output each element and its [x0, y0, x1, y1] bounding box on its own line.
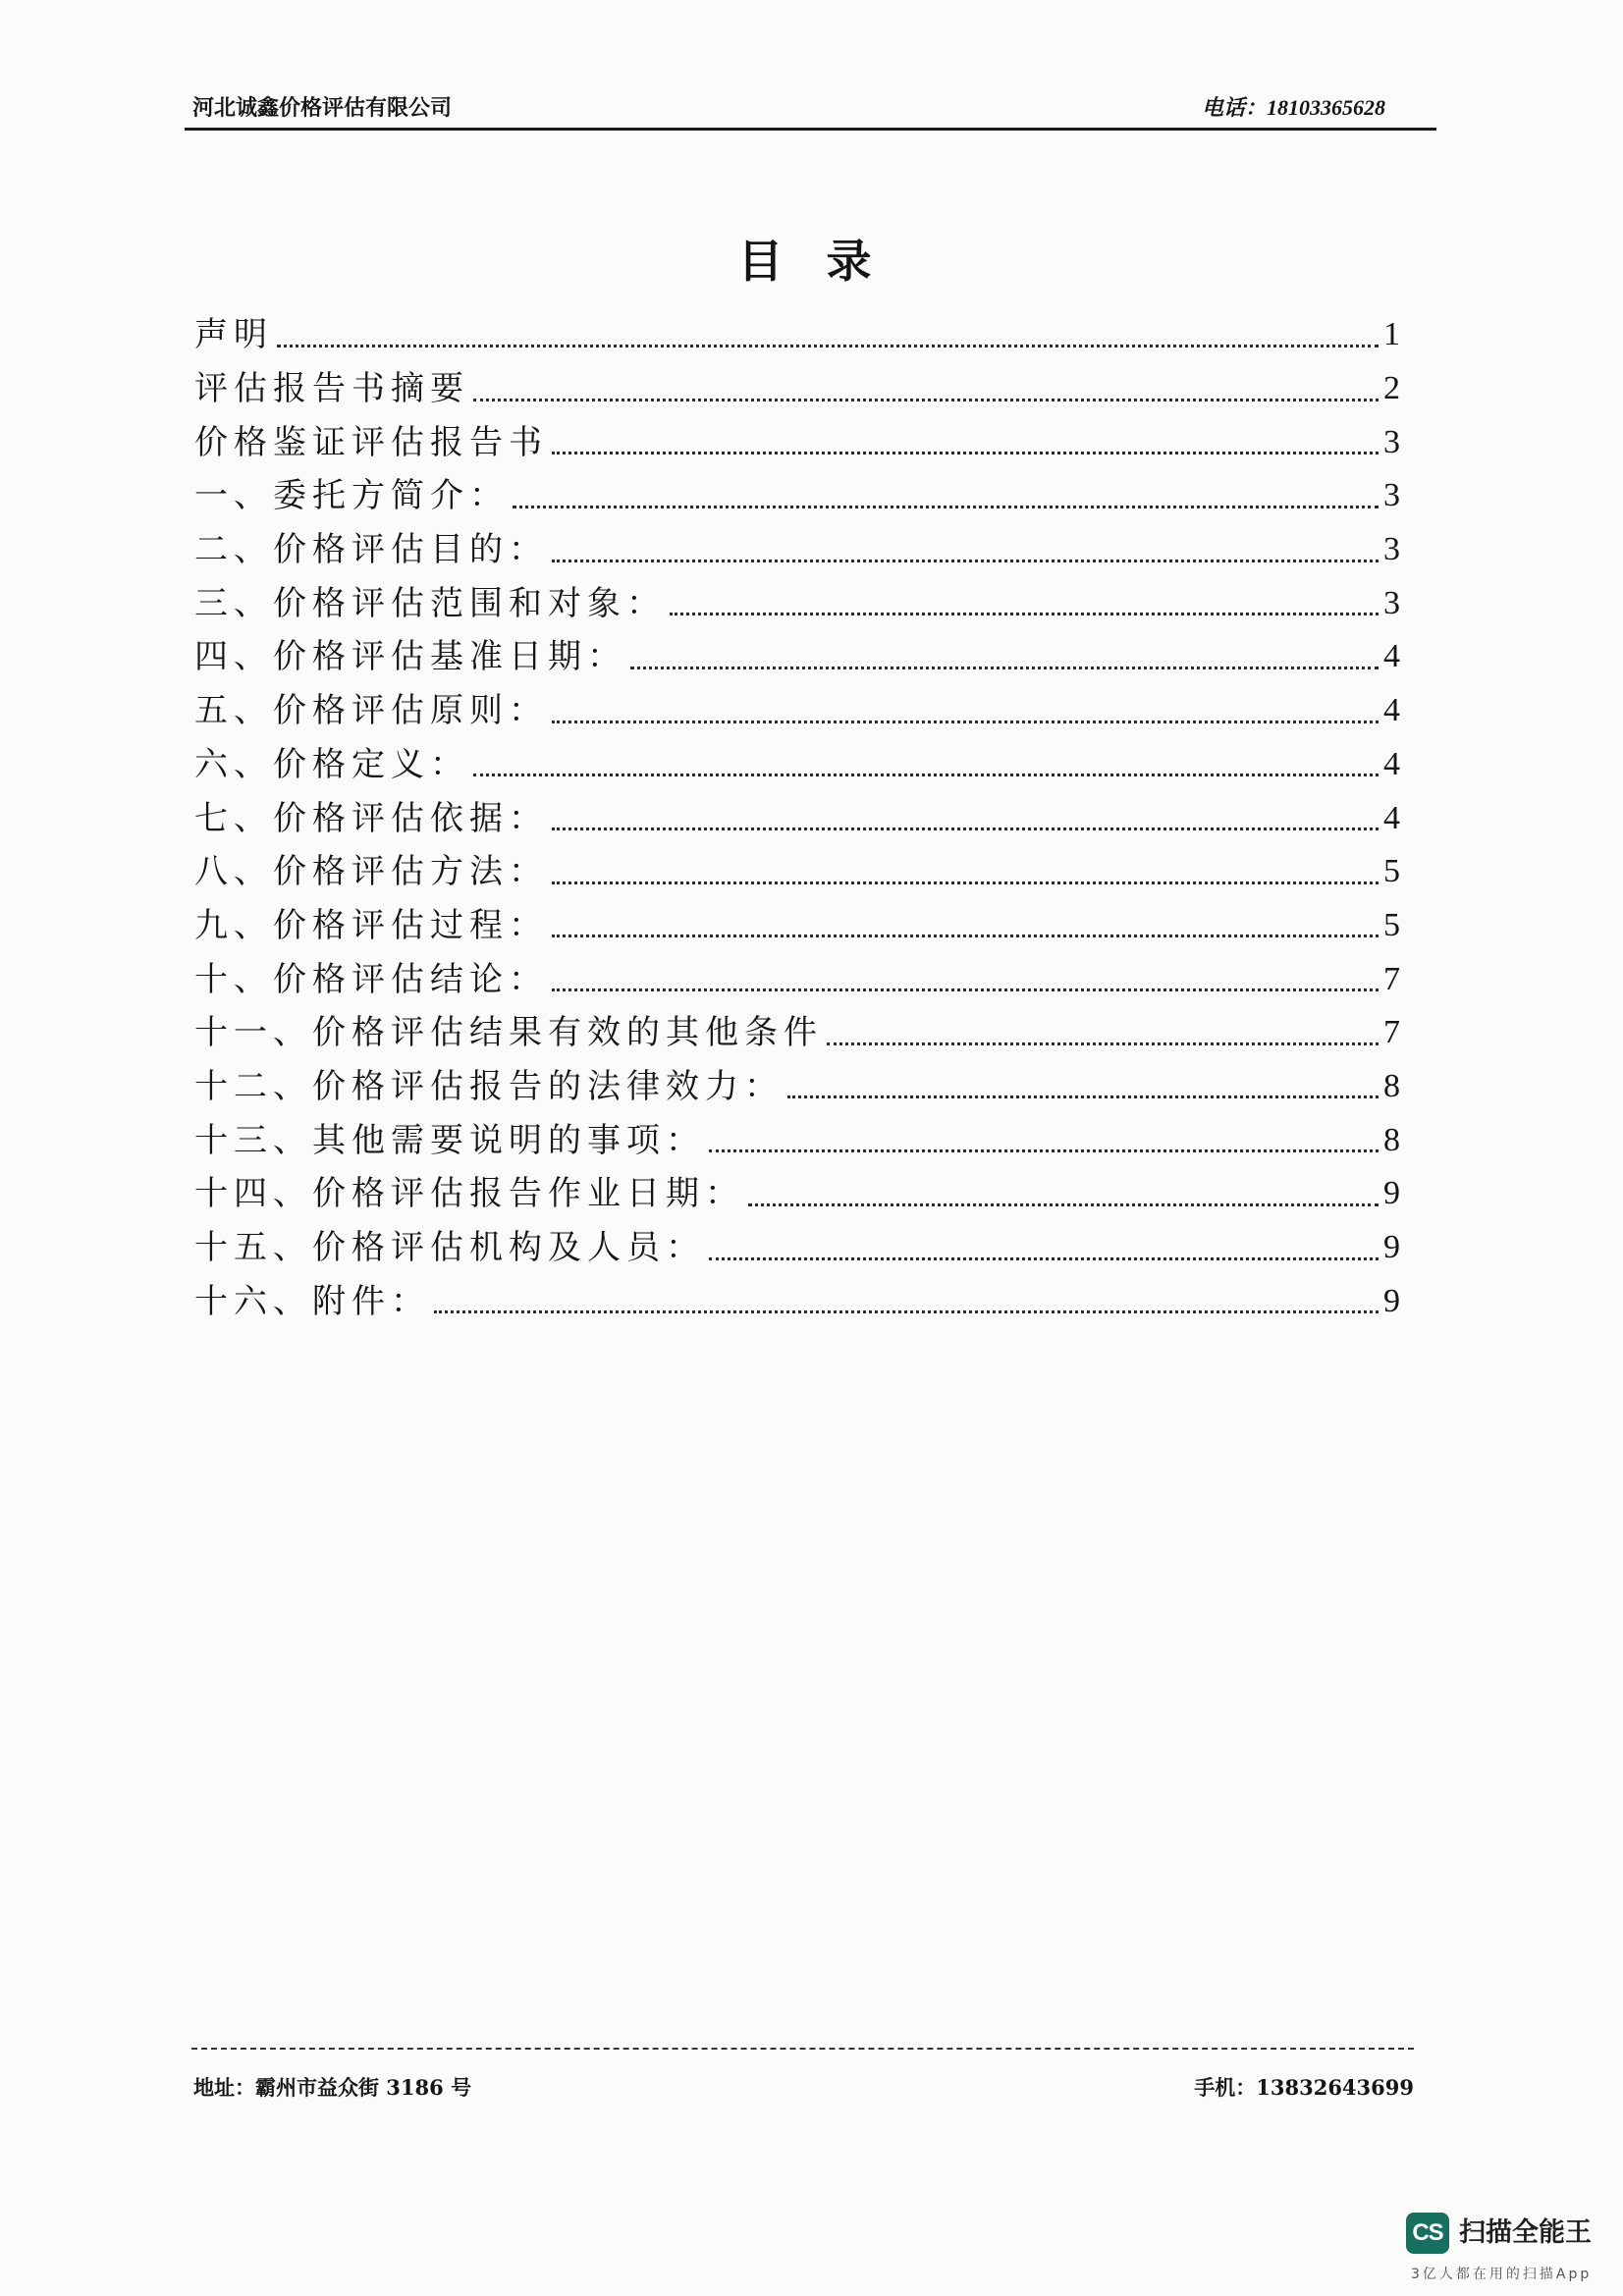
- toc-entry: [194, 415, 1400, 469]
- toc-entry-page-number: 7: [1383, 960, 1400, 997]
- toc-leader-dots: [630, 667, 1379, 669]
- toc-entry-page-number: 5: [1383, 906, 1400, 943]
- toc-entry-page-number: 4: [1383, 799, 1400, 836]
- toc-entry: [194, 1167, 1400, 1221]
- toc-entry: [194, 1113, 1400, 1167]
- toc-leader-dots: [434, 1310, 1379, 1313]
- table-of-contents: [194, 308, 1400, 1328]
- toc-entry: [194, 308, 1400, 362]
- toc-entry-label: 十一、价格评估结果有效的其他条件: [194, 1013, 823, 1053]
- toc-entry-page-number: 3: [1383, 423, 1400, 460]
- toc-leader-dots: [552, 881, 1379, 884]
- toc-entry: [194, 362, 1400, 416]
- toc-entry-label: 声明: [194, 315, 273, 355]
- toc-leader-dots: [513, 506, 1379, 508]
- toc-entry-label: 七、价格评估依据：: [194, 798, 548, 838]
- company-name: 河北诚鑫价格评估有限公司: [192, 95, 453, 121]
- camscanner-logo-icon: CS: [1406, 2213, 1449, 2254]
- toc-entry-label: 五、价格评估原则：: [194, 691, 548, 731]
- toc-leader-dots: [473, 774, 1379, 776]
- toc-entry-label: 十四、价格评估报告作业日期：: [194, 1174, 744, 1214]
- footer-address: 地址：霸州市益众街 3186 号: [193, 2075, 472, 2100]
- toc-entry-label: 一、委托方简介：: [194, 476, 509, 516]
- toc-entry: [194, 899, 1400, 953]
- toc-entry: [194, 523, 1400, 577]
- toc-entry-label: 九、价格评估过程：: [194, 905, 548, 945]
- toc-entry: [194, 1274, 1400, 1328]
- page-header: [185, 88, 1436, 131]
- watermark-app-name: 扫描全能王: [1459, 2217, 1592, 2248]
- toc-entry: [194, 576, 1400, 630]
- toc-entry-label: 十五、价格评估机构及人员：: [194, 1228, 705, 1268]
- toc-entry: [194, 952, 1400, 1006]
- toc-leader-dots: [473, 399, 1379, 401]
- toc-entry-page-number: 3: [1383, 477, 1400, 514]
- watermark-tagline: 3亿人都在用的扫描App: [1411, 2267, 1593, 2282]
- page-title: 目 录: [737, 235, 886, 288]
- toc-leader-dots: [552, 934, 1379, 937]
- toc-entry-page-number: 3: [1383, 584, 1400, 621]
- toc-entry: [194, 738, 1400, 792]
- toc-entry-page-number: 5: [1383, 853, 1400, 890]
- toc-entry-label: 十六、附件：: [194, 1281, 430, 1321]
- toc-entry-label: 评估报告书摘要: [194, 369, 469, 409]
- toc-entry: [194, 791, 1400, 845]
- toc-entry-label: 四、价格评估基准日期：: [194, 637, 626, 677]
- toc-leader-dots: [552, 721, 1379, 723]
- toc-leader-dots: [552, 560, 1379, 562]
- toc-entry-label: 十、价格评估结论：: [194, 959, 548, 999]
- toc-entry-page-number: 8: [1383, 1067, 1400, 1104]
- header-phone: 电话：18103365628: [1201, 95, 1385, 120]
- toc-entry: [194, 630, 1400, 684]
- toc-entry-label: 八、价格评估方法：: [194, 852, 548, 892]
- toc-entry: [194, 1006, 1400, 1060]
- toc-entry-label: 三、价格评估范围和对象：: [194, 583, 666, 623]
- toc-leader-dots: [670, 613, 1379, 615]
- toc-entry-page-number: 3: [1383, 531, 1400, 568]
- footer-mobile: 手机：13832643699: [1194, 2075, 1414, 2100]
- toc-leader-dots: [827, 1042, 1379, 1045]
- toc-leader-dots: [748, 1203, 1379, 1206]
- toc-entry: [194, 684, 1400, 738]
- toc-leader-dots: [552, 452, 1379, 454]
- toc-entry-page-number: 7: [1383, 1014, 1400, 1051]
- toc-entry-page-number: 4: [1383, 638, 1400, 675]
- toc-leader-dots: [277, 345, 1379, 347]
- toc-entry-label: 六、价格定义：: [194, 744, 469, 784]
- toc-entry: [194, 1221, 1400, 1275]
- toc-entry-page-number: 9: [1383, 1229, 1400, 1266]
- toc-entry-page-number: 2: [1383, 370, 1400, 407]
- toc-leader-dots: [787, 1095, 1379, 1098]
- toc-entry-label: 价格鉴证评估报告书: [194, 422, 548, 462]
- toc-entry-page-number: 4: [1383, 745, 1400, 782]
- toc-entry-page-number: 9: [1383, 1175, 1400, 1212]
- toc-leader-dots: [709, 1257, 1379, 1260]
- toc-entry: [194, 469, 1400, 523]
- toc-leader-dots: [552, 988, 1379, 991]
- toc-leader-dots: [709, 1149, 1379, 1152]
- footer-divider: [191, 2048, 1414, 2050]
- toc-entry: [194, 1060, 1400, 1114]
- toc-entry-page-number: 8: [1383, 1121, 1400, 1158]
- toc-entry-label: 二、价格评估目的：: [194, 530, 548, 570]
- toc-leader-dots: [552, 828, 1379, 830]
- toc-entry-label: 十三、其他需要说明的事项：: [194, 1120, 705, 1160]
- toc-entry-label: 十二、价格评估报告的法律效力：: [194, 1066, 784, 1106]
- toc-entry-page-number: 4: [1383, 692, 1400, 729]
- toc-entry-page-number: 9: [1383, 1282, 1400, 1319]
- toc-entry: [194, 845, 1400, 899]
- toc-entry-page-number: 1: [1383, 316, 1400, 353]
